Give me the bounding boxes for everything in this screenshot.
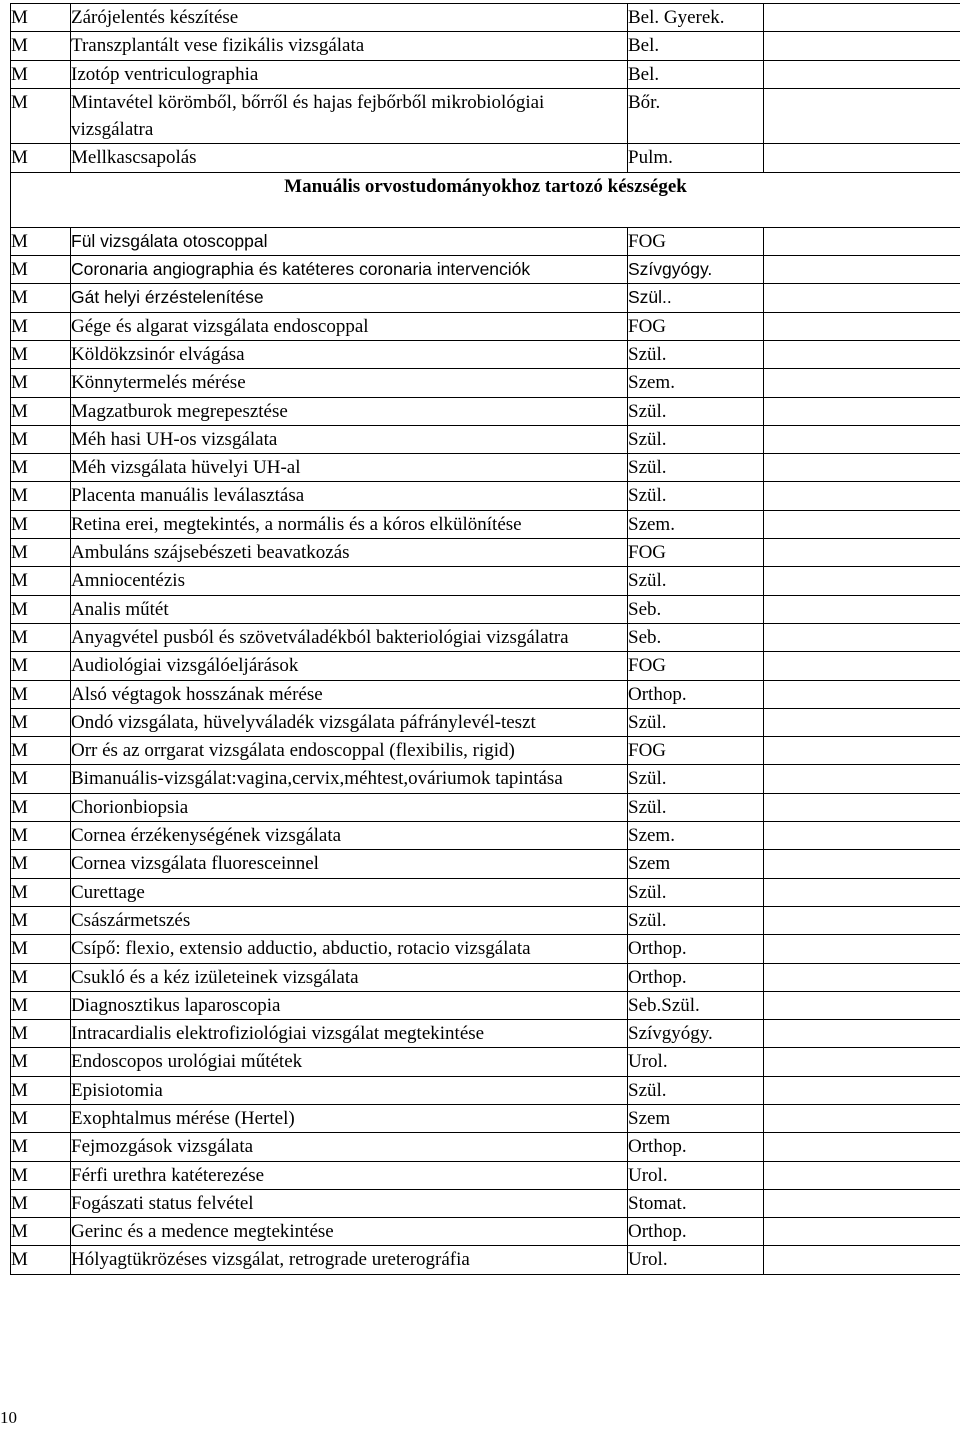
level-marker: M [11, 256, 71, 284]
department: Orthop. [628, 935, 764, 963]
level-marker: M [11, 567, 71, 595]
level-marker: M [11, 1133, 71, 1161]
skill-description: Coronaria angiographia és katéteres coronaria intervenciók [71, 256, 628, 284]
department: Seb. [628, 623, 764, 651]
department: Szül. [628, 425, 764, 453]
skill-description: Méh vizsgálata hüvelyi UH-al [71, 454, 628, 482]
level-marker: M [11, 1076, 71, 1104]
skill-description: Fejmozgások vizsgálata [71, 1133, 628, 1161]
table-row [11, 1104, 960, 1132]
table-row [11, 32, 960, 60]
empty-cell [764, 256, 960, 284]
department: Urol. [628, 1246, 764, 1274]
empty-cell [764, 4, 960, 32]
department: Stomat. [628, 1189, 764, 1217]
empty-cell [764, 1076, 960, 1104]
level-marker: M [11, 906, 71, 934]
department: Bel. Gyerek. [628, 4, 764, 32]
empty-cell [764, 680, 960, 708]
department: Szem. [628, 510, 764, 538]
skill-description: Endoscopos urológiai műtétek [71, 1048, 628, 1076]
department: Szül. [628, 765, 764, 793]
table-row [11, 397, 960, 425]
table-row [11, 454, 960, 482]
skill-description: Alsó végtagok hosszának mérése [71, 680, 628, 708]
table-row [11, 284, 960, 312]
department: Szül. [628, 340, 764, 368]
skill-description: Analis műtét [71, 595, 628, 623]
empty-cell [764, 991, 960, 1019]
department: Orthop. [628, 680, 764, 708]
department: Szívgyógy. [628, 1020, 764, 1048]
empty-cell [764, 595, 960, 623]
table-row [11, 850, 960, 878]
empty-cell [764, 1104, 960, 1132]
table-row [11, 567, 960, 595]
department: Szül. [628, 878, 764, 906]
table-row [11, 1246, 960, 1274]
empty-cell [764, 397, 960, 425]
empty-cell [764, 1218, 960, 1246]
empty-cell [764, 1189, 960, 1217]
empty-cell [764, 1246, 960, 1274]
empty-cell [764, 539, 960, 567]
skill-description: Férfi urethra katéterezése [71, 1161, 628, 1189]
table-row [11, 4, 960, 32]
level-marker: M [11, 284, 71, 312]
table-row [11, 1048, 960, 1076]
level-marker: M [11, 340, 71, 368]
skill-description: Hólyagtükrözéses vizsgálat, retrograde ureterográfia [71, 1246, 628, 1274]
skill-description: Császármetszés [71, 906, 628, 934]
skill-description: Curettage [71, 878, 628, 906]
level-marker: M [11, 878, 71, 906]
table-main-rows [11, 227, 960, 1274]
department: Szem. [628, 369, 764, 397]
level-marker: M [11, 369, 71, 397]
table-row [11, 765, 960, 793]
empty-cell [764, 144, 960, 172]
table-row [11, 652, 960, 680]
department: Szül. [628, 454, 764, 482]
level-marker: M [11, 623, 71, 651]
table-row [11, 312, 960, 340]
skill-description: Placenta manuális leválasztása [71, 482, 628, 510]
level-marker: M [11, 482, 71, 510]
level-marker: M [11, 935, 71, 963]
department: Szül. [628, 482, 764, 510]
department: Bel. [628, 60, 764, 88]
empty-cell [764, 878, 960, 906]
level-marker: M [11, 963, 71, 991]
department: Orthop. [628, 963, 764, 991]
level-marker: M [11, 737, 71, 765]
level-marker: M [11, 1246, 71, 1274]
level-marker: M [11, 510, 71, 538]
skill-description: Anyagvétel pusból és szövetváladékból bakteriológiai vizsgálatra [71, 623, 628, 651]
department: FOG [628, 652, 764, 680]
skill-description: Cornea vizsgálata fluoresceinnel [71, 850, 628, 878]
empty-cell [764, 963, 960, 991]
table-row [11, 1133, 960, 1161]
table-row [11, 539, 960, 567]
empty-cell [764, 482, 960, 510]
empty-cell [764, 60, 960, 88]
department: Urol. [628, 1161, 764, 1189]
skill-description: Köldökzsinór elvágása [71, 340, 628, 368]
skill-description: Magzatburok megrepesztése [71, 397, 628, 425]
empty-cell [764, 793, 960, 821]
empty-cell [764, 652, 960, 680]
empty-cell [764, 623, 960, 651]
table-row [11, 1020, 960, 1048]
level-marker: M [11, 397, 71, 425]
skill-description: Intracardialis elektrofiziológiai vizsgálat megtekintése [71, 1020, 628, 1048]
level-marker: M [11, 793, 71, 821]
department: Szem [628, 1104, 764, 1132]
department: FOG [628, 737, 764, 765]
skill-description: Csukló és a kéz izületeinek vizsgálata [71, 963, 628, 991]
table-row [11, 991, 960, 1019]
department: FOG [628, 227, 764, 255]
section-title: Manuális orvostudományokhoz tartozó készségek [11, 172, 960, 227]
table-row [11, 963, 960, 991]
department: Szül.. [628, 284, 764, 312]
skill-description: Cornea érzékenységének vizsgálata [71, 822, 628, 850]
level-marker: M [11, 454, 71, 482]
skill-description: Orr és az orrgarat vizsgálata endoscoppal (flexibilis, rigid) [71, 737, 628, 765]
department: Szívgyógy. [628, 256, 764, 284]
level-marker: M [11, 1020, 71, 1048]
skill-description: Audiológiai vizsgálóeljárások [71, 652, 628, 680]
table-row [11, 935, 960, 963]
department: Szül. [628, 567, 764, 595]
level-marker: M [11, 1104, 71, 1132]
table-row [11, 1189, 960, 1217]
table-row [11, 595, 960, 623]
table-row [11, 793, 960, 821]
level-marker: M [11, 312, 71, 340]
table-row [11, 1218, 960, 1246]
level-marker: M [11, 1048, 71, 1076]
department: Szem [628, 850, 764, 878]
table-row [11, 369, 960, 397]
department: Orthop. [628, 1218, 764, 1246]
skill-description: Mellkascsapolás [71, 144, 628, 172]
skill-description: Könnytermelés mérése [71, 369, 628, 397]
empty-cell [764, 32, 960, 60]
empty-cell [764, 312, 960, 340]
skill-description: Gát helyi érzéstelenítése [71, 284, 628, 312]
level-marker: M [11, 991, 71, 1019]
level-marker: M [11, 822, 71, 850]
skill-description: Méh hasi UH-os vizsgálata [71, 425, 628, 453]
table-row [11, 878, 960, 906]
level-marker: M [11, 60, 71, 88]
empty-cell [764, 454, 960, 482]
table-row [11, 60, 960, 88]
skill-description: Zárójelentés készítése [71, 4, 628, 32]
table-row [11, 822, 960, 850]
skill-description: Fogászati status felvétel [71, 1189, 628, 1217]
empty-cell [764, 822, 960, 850]
skill-description: Retina erei, megtekintés, a normális és a kóros elkülönítése [71, 510, 628, 538]
skill-description: Episiotomia [71, 1076, 628, 1104]
department: Szül. [628, 1076, 764, 1104]
empty-cell [764, 284, 960, 312]
level-marker: M [11, 88, 71, 144]
skill-description: Bimanuális-vizsgálat:vagina,cervix,méhtest,ováriumok tapintása [71, 765, 628, 793]
level-marker: M [11, 425, 71, 453]
table-row [11, 1161, 960, 1189]
skill-description: Mintavétel körömből, bőrről és hajas fejbőrből mikrobiológiai vizsgálatra [71, 88, 628, 144]
table-row [11, 510, 960, 538]
department: Szül. [628, 708, 764, 736]
table-row [11, 227, 960, 255]
table-row [11, 737, 960, 765]
empty-cell [764, 1020, 960, 1048]
table-row [11, 906, 960, 934]
skill-description: Amniocentézis [71, 567, 628, 595]
level-marker: M [11, 1218, 71, 1246]
level-marker: M [11, 850, 71, 878]
department: Orthop. [628, 1133, 764, 1161]
table-row [11, 425, 960, 453]
table-row [11, 680, 960, 708]
table-top-rows [11, 4, 960, 173]
level-marker: M [11, 4, 71, 32]
department: Urol. [628, 1048, 764, 1076]
level-marker: M [11, 144, 71, 172]
empty-cell [764, 88, 960, 144]
table-row [11, 708, 960, 736]
section-header-group [11, 172, 960, 227]
skill-description: Ondó vizsgálata, hüvelyváladék vizsgálata páfránylevél-teszt [71, 708, 628, 736]
department: Seb.Szül. [628, 991, 764, 1019]
empty-cell [764, 369, 960, 397]
department: Pulm. [628, 144, 764, 172]
skill-description: Chorionbiopsia [71, 793, 628, 821]
empty-cell [764, 850, 960, 878]
empty-cell [764, 906, 960, 934]
table-row [11, 144, 960, 172]
skill-description: Csípő: flexio, extensio adductio, abductio, rotacio vizsgálata [71, 935, 628, 963]
page-number: 10 [0, 1408, 17, 1427]
department: Bel. [628, 32, 764, 60]
department: Szül. [628, 397, 764, 425]
level-marker: M [11, 765, 71, 793]
skill-description: Gerinc és a medence megtekintése [71, 1218, 628, 1246]
level-marker: M [11, 652, 71, 680]
skill-description: Fül vizsgálata otoscoppal [71, 227, 628, 255]
department: Szül. [628, 793, 764, 821]
section-header-row [11, 172, 960, 227]
empty-cell [764, 227, 960, 255]
empty-cell [764, 1048, 960, 1076]
department: FOG [628, 312, 764, 340]
level-marker: M [11, 708, 71, 736]
empty-cell [764, 425, 960, 453]
skill-description: Izotóp ventriculographia [71, 60, 628, 88]
table-row [11, 1076, 960, 1104]
table-row [11, 623, 960, 651]
empty-cell [764, 1161, 960, 1189]
department: Bőr. [628, 88, 764, 144]
level-marker: M [11, 539, 71, 567]
skill-description: Diagnosztikus laparoscopia [71, 991, 628, 1019]
skill-description: Transzplantált vese fizikális vizsgálata [71, 32, 628, 60]
department: Szül. [628, 906, 764, 934]
skill-description: Exophtalmus mérése (Hertel) [71, 1104, 628, 1132]
level-marker: M [11, 227, 71, 255]
table-row [11, 482, 960, 510]
level-marker: M [11, 680, 71, 708]
skill-description: Gége és algarat vizsgálata endoscoppal [71, 312, 628, 340]
empty-cell [764, 935, 960, 963]
empty-cell [764, 510, 960, 538]
department: FOG [628, 539, 764, 567]
empty-cell [764, 340, 960, 368]
table-row [11, 340, 960, 368]
table-row [11, 88, 960, 144]
level-marker: M [11, 32, 71, 60]
department: Szem. [628, 822, 764, 850]
empty-cell [764, 737, 960, 765]
empty-cell [764, 567, 960, 595]
level-marker: M [11, 595, 71, 623]
empty-cell [764, 708, 960, 736]
level-marker: M [11, 1189, 71, 1217]
empty-cell [764, 765, 960, 793]
empty-cell [764, 1133, 960, 1161]
table-row [11, 256, 960, 284]
skill-description: Ambuláns szájsebészeti beavatkozás [71, 539, 628, 567]
level-marker: M [11, 1161, 71, 1189]
department: Seb. [628, 595, 764, 623]
skills-table [10, 3, 960, 1275]
